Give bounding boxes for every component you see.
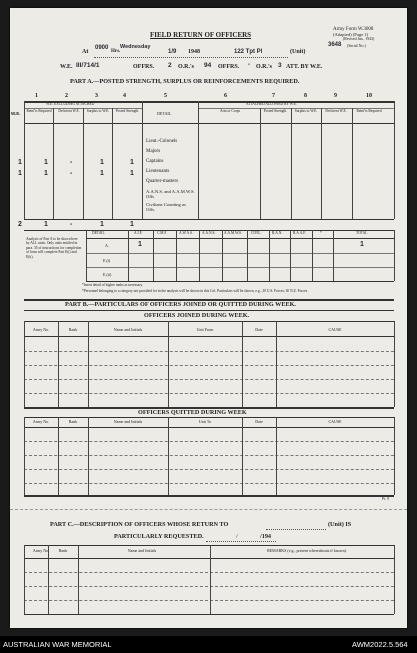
detail-lieutenants: Lieutenants xyxy=(146,169,170,174)
analysis-head-other: * xyxy=(320,231,322,235)
row-captains-c4: 1 xyxy=(100,159,104,166)
day-value: Wednesday xyxy=(120,44,151,50)
analysis-head-aif: A.I.F. xyxy=(134,231,143,235)
part-c-title: PART C.—DESCRIPTION OF OFFICERS WHOSE RETURN TO xyxy=(50,521,229,528)
analysis-head-detail: DETAIL xyxy=(92,231,105,235)
col-num-5: 5 xyxy=(164,93,167,99)
archive-caption-bar xyxy=(0,636,417,653)
part-c-date-slash: / xyxy=(236,533,238,540)
joined-head-rank: Rank xyxy=(68,327,78,332)
quitted-head-rank: Rank xyxy=(68,419,78,424)
row-captains-c1: 1 xyxy=(18,159,22,166)
detail-qm: Quarter-masters xyxy=(146,179,179,184)
ors-value: 94 xyxy=(204,62,212,69)
analysis-head-aans: A.A.N.S. xyxy=(202,231,216,235)
detail-civilians: Civilians Counting as Offs. xyxy=(146,202,186,213)
col-head-4: Posted Strength xyxy=(115,109,139,113)
form-title: FIELD RETURN OF OFFICERS xyxy=(150,31,252,39)
ors-label: O.R.'s xyxy=(178,64,195,70)
time-value: 0900 xyxy=(95,45,109,51)
offrs2-label: OFFRS. xyxy=(218,64,240,70)
part-c-head-armyno: Army No. xyxy=(32,548,50,553)
ors2-value: 3 xyxy=(278,62,282,69)
quitted-title: OFFICERS QUITTED DURING WEEK xyxy=(138,409,247,416)
detail-captains: Captains xyxy=(146,159,164,164)
unit-value: 122 Tpt Pl xyxy=(234,49,263,55)
col-head-8: Surplus to W.E. xyxy=(294,109,318,113)
col-num-1: 1 xyxy=(35,93,38,99)
hrs-label: Hrs. xyxy=(111,49,121,54)
page-mark: Pt. 9 xyxy=(382,497,389,501)
army-form-adapted: (Adapted) (Page 1) xyxy=(333,32,369,37)
detail-header: DETAIL xyxy=(157,111,172,116)
part-c-head-remarks: REMARKS (e.g., present whereabouts if known). xyxy=(267,548,347,553)
unit-label: (Unit) xyxy=(290,49,306,55)
row-captains-c2: 1 xyxy=(44,159,48,166)
col-num-3: 3 xyxy=(95,93,98,99)
row-lieut-c5: 1 xyxy=(130,170,134,177)
analysis-row-eii-label: E.(ii) xyxy=(103,272,112,277)
we-label: W.E. xyxy=(60,64,73,70)
analysis-row-a-label: A. xyxy=(105,243,109,248)
detail-lt-col: Lieut.-Colonels xyxy=(146,139,178,144)
part-c-head-name: Name and Initials xyxy=(127,548,157,553)
joined-title: OFFICERS JOINED DURING WEEK. xyxy=(144,312,250,319)
analysis-row-ei-label: E.(i) xyxy=(103,258,111,263)
col-head-9: Deficient W.E. xyxy=(325,109,347,113)
analysis-head-awas: A.W.A.S. xyxy=(179,231,193,235)
footnote-2: *Personnel belonging to a category not provided for in the analysis will be shown in this Col. Particulars will be shown, e.g., 20 U.S. Forces; 30 N.Z. Forces. xyxy=(82,289,309,293)
part-c-title-line2: PARTICULARLY REQUESTED. xyxy=(114,533,204,540)
serial-label: (Serial No.) xyxy=(347,43,366,48)
col-head-10: Reinf'ts Required xyxy=(356,109,382,113)
total-c1: 2 xyxy=(18,221,22,228)
joined-head-name: Name and Initials xyxy=(113,327,143,332)
quitted-head-unit: Unit To xyxy=(198,419,212,424)
row-lieut-c3: - xyxy=(70,170,73,177)
col-num-7: 7 xyxy=(272,93,275,99)
offrs-label: OFFRS. xyxy=(133,64,155,70)
col-head-3: Surplus to W.E. xyxy=(86,109,110,113)
part-c-year: /194 xyxy=(260,533,272,540)
year-value: 1948 xyxy=(188,49,200,55)
analysis-head-ran: R.A.N. xyxy=(272,231,283,235)
footnote-1: *Insert detail of higher ranks as necessary. xyxy=(82,283,143,287)
analysis-row-a-total: 1 xyxy=(360,241,364,248)
row-lieut-c2: 1 xyxy=(44,170,48,177)
row-lieut-c4: 1 xyxy=(100,170,104,177)
col-head-7: Posted Strength xyxy=(263,109,287,113)
col-num-8: 8 xyxy=(304,93,307,99)
total-c5: 1 xyxy=(130,221,134,228)
date-value: 1/9 xyxy=(168,49,177,55)
detail-majors: Majors xyxy=(146,149,161,154)
analysis-row-a-aif: 1 xyxy=(138,241,142,248)
quitted-head-cause: CAUSE xyxy=(328,419,342,424)
analysis-head-aamws: A.A.M.W.S. xyxy=(224,231,242,235)
analysis-head-total: TOTAL xyxy=(356,231,368,235)
quitted-head-date: Date xyxy=(255,419,263,424)
col-num-9: 9 xyxy=(334,93,337,99)
joined-head-armyno: Army No. xyxy=(32,327,50,332)
form-sheet xyxy=(10,8,407,628)
col-num-6: 6 xyxy=(224,93,227,99)
offrs-value: 2 xyxy=(168,62,172,69)
col-head-2: Deficient W.E. xyxy=(58,109,80,113)
quitted-head-name: Name and Initials xyxy=(113,419,143,424)
archive-name: AUSTRALIAN WAR MEMORIAL xyxy=(3,640,112,649)
analysis-head-civil: CIVIL xyxy=(251,231,261,235)
part-a-title: PART A.—POSTED STRENGTH, SURPLUS OR REINFORCEMENTS REQUIRED. xyxy=(70,78,300,85)
part-b-title: PART B.—PARTICULARS OF OFFICERS JOINED OR QUITTED DURING WEEK. xyxy=(65,301,296,308)
army-form-revised: (Revised Jan., 1943) xyxy=(343,37,375,41)
row-lieut-c1: 1 xyxy=(18,170,22,177)
joined-head-date: Date xyxy=(255,327,263,332)
joined-head-unit: Unit From xyxy=(196,327,214,332)
col-head-6: Arm or Corps xyxy=(220,109,240,113)
detail-aans: A.A.N.S. and A.A.M.W.S. Offs xyxy=(146,189,195,200)
col-head-1: Reinf'ts Required xyxy=(26,109,52,113)
att-label: ATT. BY W.E. xyxy=(286,64,323,70)
we-group-label: W.E. EXCLUDING ATTACHED xyxy=(46,102,95,106)
analysis-head-raaf: R.A.A.F. xyxy=(293,231,306,235)
quitted-head-armyno: Army No. xyxy=(32,419,50,424)
part-c-unit-label: (Unit) IS xyxy=(328,521,352,528)
total-c2: 1 xyxy=(44,221,48,228)
we-marker: W.E. xyxy=(11,111,21,116)
row-captains-c5: 1 xyxy=(130,159,134,166)
joined-head-cause: CAUSE xyxy=(328,327,342,332)
we-value: III/714/1 xyxy=(76,62,100,69)
col-num-2: 2 xyxy=(65,93,68,99)
serial-number: 3648 xyxy=(328,42,342,48)
at-label: At xyxy=(82,49,89,55)
row-captains-c3: - xyxy=(70,159,73,166)
army-form-number: Army Form W.3008 xyxy=(333,27,374,32)
ors2-label: O.R.'s xyxy=(256,64,273,70)
analysis-note: Analysis of Part A to be shown here by ALL units. Only units entitled in para. 35 of instructions for completion of form will complete Part E(i) and E(ii). xyxy=(26,237,82,259)
attached-group-label: ATTACHED ALLOWED BY W.E. xyxy=(246,102,297,106)
part-c-head-rank: Rank xyxy=(58,548,68,553)
total-c3: - xyxy=(70,221,73,228)
col-num-4: 4 xyxy=(123,93,126,99)
analysis-head-cmf: C.M.F. xyxy=(157,231,167,235)
col-num-10: 10 xyxy=(366,93,372,99)
archive-accession: AWM2022.5.564 xyxy=(352,640,408,649)
offrs2-value: - xyxy=(248,61,251,68)
total-c4: 1 xyxy=(100,221,104,228)
